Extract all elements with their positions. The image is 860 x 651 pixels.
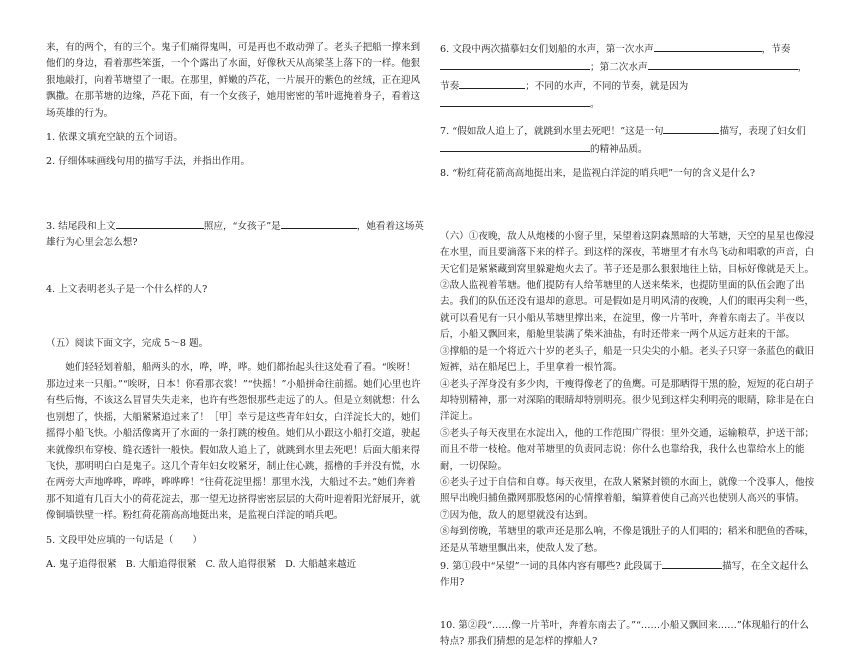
section-6-paragraph-5: ⑤老头子每天夜里在水淀出入，他的工作范围广得很：里外交通，运输粮草，护送干部；而且不带一枝枪。他对苇塘里的负责同志说：你什么也靠给我，我什么也靠给水上的能耐，一切保险。	[440, 427, 815, 472]
question-3	[46, 217, 424, 252]
option-d[interactable]: D. 大船越来越近	[285, 558, 357, 570]
question-9-text-b: 描写，在全文起什么作用?	[440, 560, 809, 589]
section-6-paragraph-1: （六）①夜晚，敌人从炮楼的小窗子里，呆望着这阴森黑暗的大苇塘，天空的星星也像浸在水里，而且要滴落下来的样子。到这样的深夜，苇塘里才有水鸟飞动和唱歌的声音，白天它们是紧紧藏到窝里躲避炮火去了。苇子还是那么狠狠地往上钻，目标好像就是天上。	[440, 230, 815, 275]
question-9-text-a: 9. 第①段中“呆望”一词的具体内容有哪些? 此段属于	[440, 560, 663, 572]
question-6	[440, 40, 816, 114]
question-6-text-b: ，节奏	[761, 44, 791, 55]
answer-blank[interactable]	[440, 58, 590, 70]
question-5-options	[46, 557, 424, 573]
question-8: 8. “粉红荷花箭高高地挺出来，是监视白洋淀的哨兵吧”一句的含义是什么?	[440, 168, 755, 180]
question-2: 2. 仔细体味画线句用的描写手法，并指出作用。	[46, 156, 251, 168]
option-b[interactable]: B. 大船追得很紧	[125, 558, 197, 570]
section-6-paragraph-8: ⑧每到傍晚，苇塘里的歌声还是那么响，不像是饿肚子的人们唱的；稻米和肥鱼的香味，还是从苇塘里飘出来，使敌人发了愁。	[440, 526, 815, 554]
question-6-text-a: 6. 文段中两次描摹妇女们划船的水声，第一次水声	[440, 44, 654, 55]
question-3-text-c: ，她看着这场英雄行为心里会怎么想?	[46, 220, 424, 249]
answer-blank[interactable]	[440, 140, 590, 152]
section-5-title: （五）阅读下面文字，完成 5～8 题。	[46, 338, 209, 350]
question-1: 1. 依课文填充空缺的五个词语。	[46, 132, 183, 144]
question-6-text-c: ；第二次水声	[590, 62, 648, 74]
answer-blank[interactable]	[662, 557, 722, 569]
question-6-text-d: ，节奏	[440, 62, 808, 92]
question-6-text-f: 。	[590, 99, 600, 111]
answer-blank[interactable]	[459, 77, 525, 89]
question-7	[440, 122, 816, 159]
question-9	[440, 557, 816, 592]
passage-5: 她们轻轻划着船，船两头的水，哗，哗，哗。她们都抬起头往这处看了看。“唉呀！那边过来一只船。”“唉呀，日本！你看那衣裳！”“快摇！”小船拼命往前摇。她们心里也许有些后悔，不该这么冒冒失失走来，也许有些怨恨那些走远了的人。但是立刻就想：什么也别想了，快摇，大船紧紧追过来了！［甲］幸亏是这些青年妇女，白洋淀长大的，她们摇得小船飞快。小船活像离开了水面的一条打跳的梭鱼。她们从小跟这小船打交道，驶起来就像织布穿梭、缝衣透针一般快。假如敌人追上了，就跳到水里去死吧！后面大船来得飞快，那明明白白是鬼子。这几个青年妇女咬紧牙，制止住心跳，摇橹的手并没有慌，水在两旁大声地哗哗，哗哗，哗哗哗！“往荷花淀里摇！那里水浅，大船过不去。”她们奔着那不知道有几百大小的荷花淀去，那一望无边挤得密密层层的大荷叶迎着阳光舒展开，就像铜墙铁壁一样。粉红荷花箭高高地挺出来，是监视白洋淀的哨兵吧。	[46, 362, 421, 522]
section-6-paragraph-4: ④老头子浑身没有多少肉，干瘦得像老了的鱼鹰。可是那晒得干黑的脸，短短的花白胡子却特别精神，那一对深陷的眼睛却特别明亮。很少见到这样尖利明亮的眼睛，除非是在白洋淀上。	[440, 378, 815, 423]
question-3-text-a: 3. 结尾段和上文	[46, 220, 116, 232]
right-column	[440, 40, 816, 651]
answer-blank[interactable]	[440, 95, 590, 107]
left-column	[46, 40, 424, 573]
question-4: 4. 上文表明老头子是一个什么样的人?	[46, 283, 208, 295]
answer-blank[interactable]	[116, 217, 204, 229]
question-5: 5. 文段甲处应填的一句话是（ ）	[46, 534, 203, 546]
answer-blank[interactable]	[281, 217, 357, 229]
answer-blank[interactable]	[663, 122, 719, 134]
question-7-text-a: 7. “假如敌人追上了，就跳到水里去死吧！”这是一句	[440, 125, 664, 137]
option-a[interactable]: A. 鬼子追得很紧	[46, 558, 117, 570]
option-c[interactable]: C. 敌人追得很紧	[205, 558, 277, 570]
answer-blank[interactable]	[648, 58, 798, 70]
question-6-text-e: ；不同的水声，不同的节奏，就是因为	[525, 80, 689, 92]
question-7-text-c: 的精神品质。	[590, 144, 648, 156]
section-6-paragraph-7: ⑦因为他，敌人的愿望就没有达到。	[440, 509, 594, 521]
section-6-paragraph-3: ③撑船的是一个将近六十岁的老头子，船是一只尖尖的小船。老头子只穿一条蓝色的截旧短裤，站在船尾巴上，手里拿着一根竹篙。	[440, 345, 815, 374]
question-10: 10. 第②段“……像一片苇叶，奔着东南去了。”“……小船又飘回来……”体现船行的什么特点? 那我们猜想的是怎样的撑船人?	[440, 619, 809, 648]
answer-blank[interactable]	[654, 40, 762, 52]
question-7-text-b: 描写，表现了妇女们	[719, 125, 806, 137]
intro-passage: 来，有的两个，有的三个。鬼子们痛得鬼叫，可是再也不敢动弹了。老头子把船一撑来到他们的身边，看着那些笨蛋，一个个露出了水面，好像秋天从高梁茎上落下的一样。他狠狠地敲打，向着苇塘望了一眼。在那里，鲜嫩的芦花，一片展开的紫色的丝绒，正在迎风飘撒。在那苇塘的边缘，芦花下面，有一个女孩子，她用密密的苇叶遮掩着身子，看着这场英雄的行为。	[46, 42, 421, 119]
section-6-paragraph-2: ②敌人监视着苇塘。他们提防有人给苇塘里的人送来柴米，也提防里面的队伍会跑了出去。我们的队伍还没有退却的意思。可是假如是月明风清的夜晚，人们的眼再尖利一些，就可以看见有一只小船从苇塘里撑出来，在淀里，像一片苇叶，奔着东南去了。半夜以后，小船又飘回来，船舱里装满了柴米油盐，有时还带来一两个从远方赶来的干部。	[440, 280, 815, 341]
question-3-text-b: 照应，“女孩子”是	[203, 220, 281, 232]
section-6-paragraph-6: ⑥老头子过于自信和自尊。每天夜里，在敌人紧紧封锁的水面上，就像一个没事人，他按照早出晚归捕鱼撒网那股悠闲的心情撑着船，编算着使自己高兴也使别人高兴的事情。	[440, 476, 815, 505]
